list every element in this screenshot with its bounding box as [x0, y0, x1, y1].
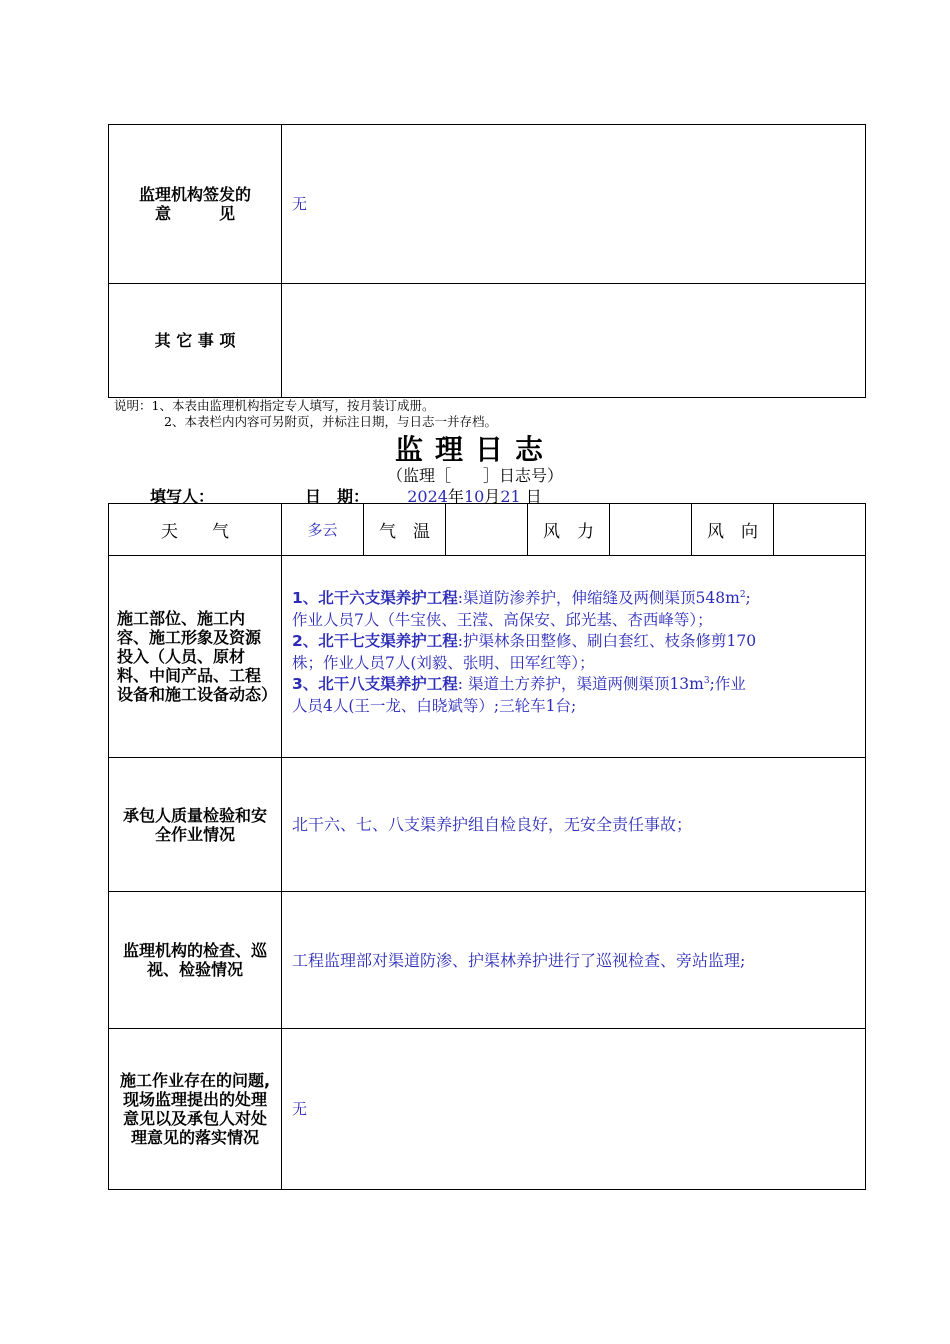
item-text-end: ;	[745, 589, 751, 607]
item-text-line2: 人员4人(王一龙、白晓斌等）;三轮车1台;	[292, 696, 577, 715]
item-text-line2: 作业人员7人（牛宝侠、王滢、高保安、邱光基、杏西峰等）；	[292, 610, 713, 629]
construction-item-2	[292, 631, 855, 674]
problems-label: 施工作业存在的问题,现场监理提出的处理意见以及承包人对处理意见的落实情况	[109, 1029, 282, 1190]
item-text: : 渠道土方养护，渠道两侧渠顶13m	[457, 675, 704, 693]
opinion-label-line2: 意 见	[154, 204, 235, 223]
table-row	[109, 125, 866, 284]
superscript: 3	[703, 675, 710, 686]
construction-item-3	[292, 674, 855, 717]
item-heading: 3、北干八支渠养护工程	[292, 675, 458, 693]
inspection-label: 监理机构的检查、巡视、检验情况	[109, 892, 282, 1029]
wind-direction-value[interactable]	[774, 504, 866, 556]
upper-table	[108, 124, 866, 398]
note-line2: 2、本表栏内内容可另附页，并标注日期，与日志一并存档。	[164, 414, 497, 429]
weather-value[interactable]: 多云	[282, 504, 364, 556]
weather-row	[109, 504, 866, 556]
item-text-end: ;作业	[709, 675, 746, 693]
wind-force-label: 风 力	[528, 504, 610, 556]
date-month-unit: 月	[484, 487, 501, 506]
wind-force-value[interactable]	[610, 504, 692, 556]
construction-label: 施工部位、施工内容、施工形象及资源投入（人员、原材料、中间产品、工程设备和施工设备动态）	[109, 556, 282, 758]
weather-label: 天 气	[109, 504, 282, 556]
date-year-unit: 年	[447, 487, 464, 506]
problems-row	[109, 1029, 866, 1190]
log-table	[108, 503, 866, 1190]
wind-direction-label: 风 向	[692, 504, 774, 556]
temperature-value[interactable]	[446, 504, 528, 556]
construction-content[interactable]	[282, 556, 866, 758]
date-day[interactable]: 21	[500, 487, 521, 506]
item-heading: 2、北干七支渠养护工程	[292, 632, 458, 650]
problems-content[interactable]: 无	[282, 1029, 866, 1190]
date-month[interactable]: 10	[463, 487, 485, 506]
note-line1: 说明：1、本表由监理机构指定专人填写，按月装订成册。	[114, 398, 435, 413]
inspection-content[interactable]: 工程监理部对渠道防渗、护渠林养护进行了巡视检查、旁站监理;	[282, 892, 866, 1029]
construction-row	[109, 556, 866, 758]
inspection-row	[109, 892, 866, 1029]
temperature-label: 气 温	[364, 504, 446, 556]
opinion-content[interactable]: 无	[282, 125, 866, 284]
other-matters-label: 其 它 事 项	[109, 284, 282, 398]
item-heading: 1、北干六支渠养护工程	[292, 589, 458, 607]
other-matters-content[interactable]	[282, 284, 866, 398]
item-text: :渠道防渗养护，伸缩缝及两侧渠顶548m	[457, 589, 740, 607]
item-text-line2: 株；作业人员7人(刘毅、张明、田军红等）；	[292, 653, 595, 672]
quality-content[interactable]: 北干六、七、八支渠养护组自检良好，无安全责任事故；	[282, 758, 866, 892]
page-title: 监理日志	[394, 433, 555, 466]
date-day-unit: 日	[525, 487, 542, 506]
construction-item-1	[292, 588, 855, 631]
opinion-label-cell	[109, 125, 282, 284]
quality-label: 承包人质量检验和安全作业情况	[109, 758, 282, 892]
filler-label: 填写人：	[150, 487, 215, 506]
page-subtitle: （监理［ ］日志号）	[386, 466, 563, 485]
item-text: :护渠林条田整修、刷白套红、枝条修剪170	[457, 632, 757, 650]
date-year[interactable]: 2024	[407, 487, 448, 506]
opinion-label-line1: 监理机构签发的	[138, 185, 251, 204]
date-label: 日 期：	[305, 487, 370, 506]
superscript: 2	[739, 589, 746, 600]
table-row	[109, 284, 866, 398]
quality-row	[109, 758, 866, 892]
